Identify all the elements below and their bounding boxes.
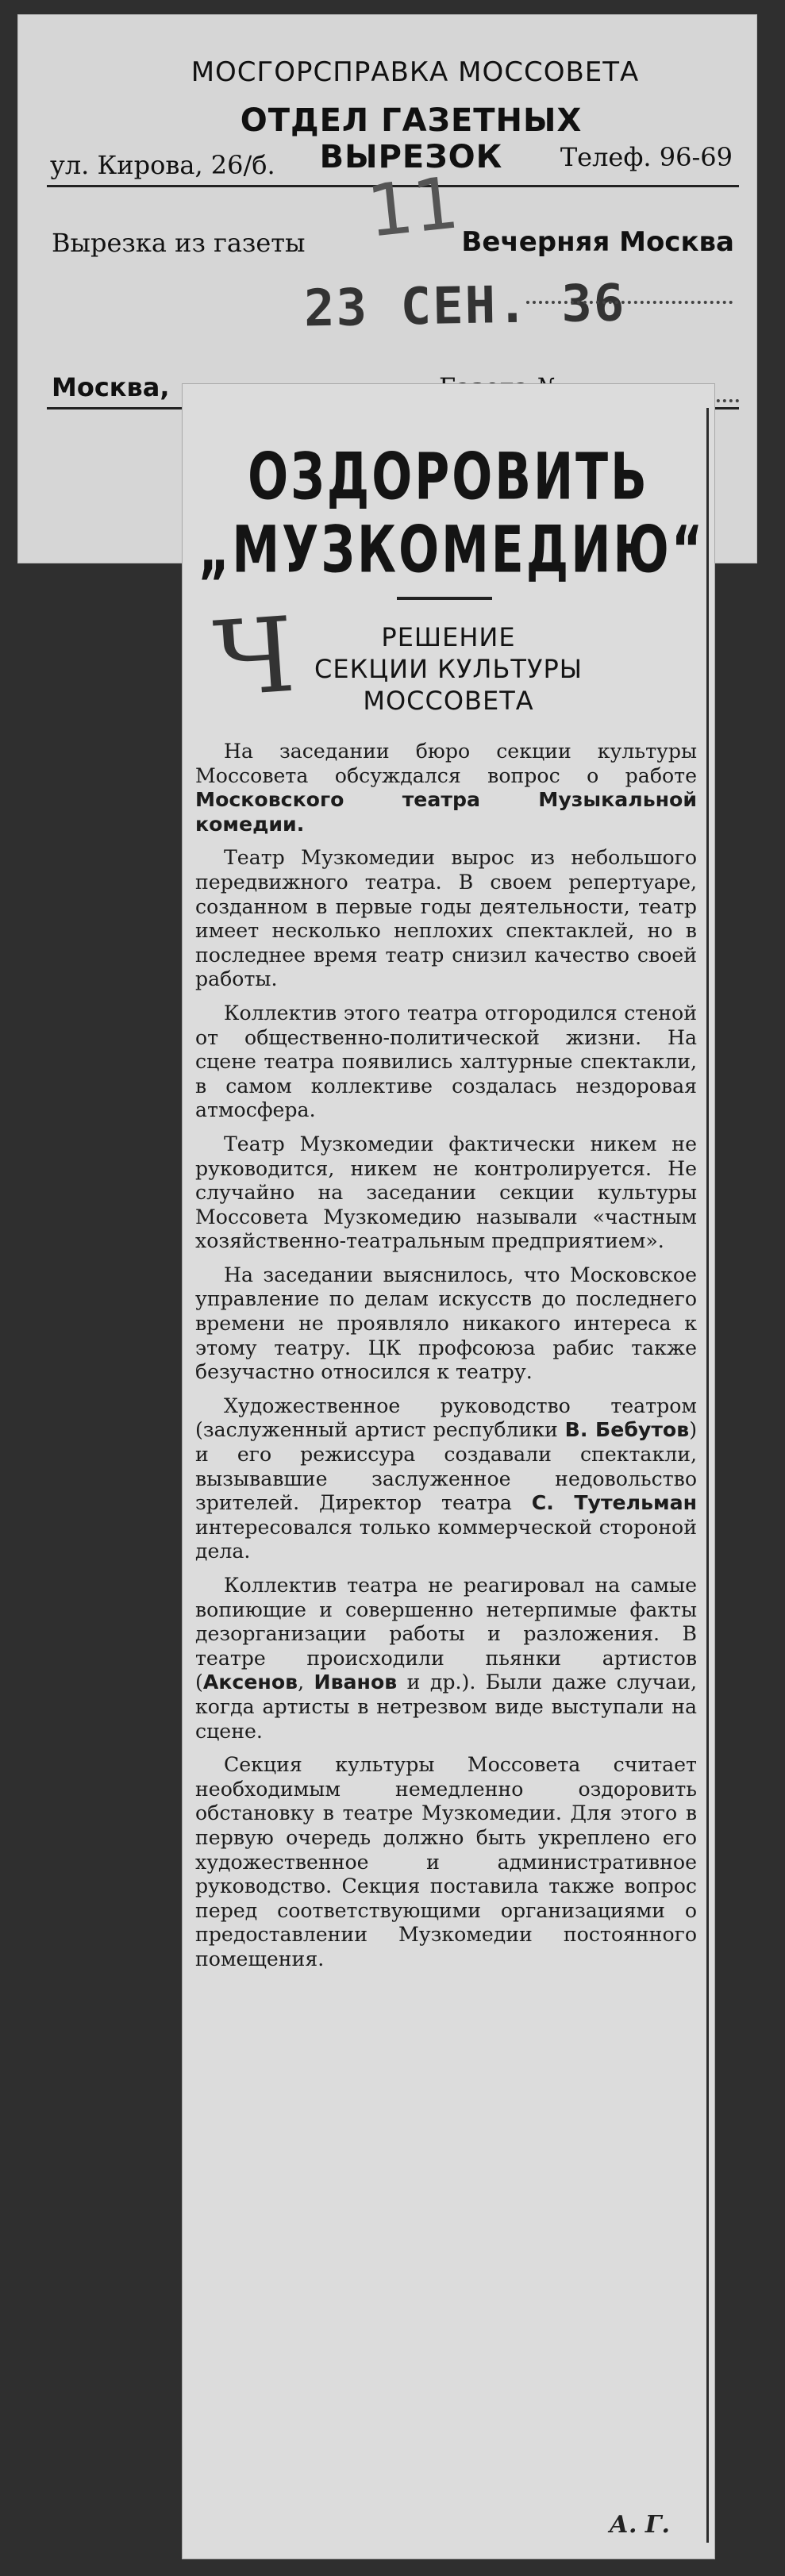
name-aksenov: Аксенов <box>202 1671 298 1694</box>
paragraph-2: Театр Музкомедии вырос из небольшого передвижного театра. В своем репертуаре, созданном в первые годы деятельности, театр имеет несколько неплохих спектаклей, но в последнее время театр снизил качество своей работы. <box>195 846 697 991</box>
paragraph-6 <box>195 1394 697 1564</box>
theatre-name: Московского театра Музыкальной комедии. <box>195 788 697 836</box>
author-signature: А. Г. <box>609 2511 670 2539</box>
newspaper-name: Вечерняя Москва <box>461 226 734 258</box>
department-name: ОТДЕЛ ГАЗЕТНЫХ ВЫРЕЗОК <box>240 102 583 175</box>
title-divider <box>397 597 492 600</box>
name-tutelman: С. Тутельман <box>531 1491 697 1515</box>
article-title-line2: „МУЗКОМЕДИЮ“ <box>198 513 706 588</box>
agency-phone: Телеф. 96-69 <box>560 142 733 172</box>
subtitle-line1: РЕШЕНИЕ <box>381 622 516 652</box>
paragraph-7-text-e: и др.). Были даже случаи, когда артисты в нетрезвом виде выступали на сцене. <box>195 1671 697 1743</box>
paragraph-4: Театр Музкомедии фактически никем не руководится, никем не контролируется. Не случайно на заседании секции культуры Моссовета Музкомедию называли «частным хозяйственно-театральным предприятием». <box>195 1132 697 1253</box>
pencil-mark: Ч <box>210 594 298 721</box>
newspaper-clipping <box>183 384 714 2559</box>
city-label: Москва, <box>52 372 170 402</box>
name-bebutov: В. Бебутов <box>564 1418 690 1442</box>
paragraph-7-text-a: Коллектив театра не реагировал на самые вопиющие и совершенно нетерпимые факты дезорганизации работы и разложения. В театре происходили пьянки артистов ( <box>195 1574 697 1694</box>
subtitle-line2: СЕКЦИИ КУЛЬТУРЫ <box>314 654 583 684</box>
paragraph-1 <box>195 740 697 836</box>
paragraph-6-text-e: интересовался только коммерческой стороной дела. <box>195 1515 697 1563</box>
paragraph-7 <box>195 1574 697 1744</box>
article-title-line1: ОЗДОРОВИТЬ <box>248 440 649 515</box>
name-ivanov: Иванов <box>314 1671 398 1694</box>
paragraph-6-text-a: Художественное руководство театром (заслуженный артист республики <box>195 1394 697 1442</box>
date-stamp: 23 СЕН. 36 <box>303 274 626 339</box>
paragraph-8: Секция культуры Моссовета считает необходимым немедленно оздоровить обстановку в театре Музкомедии. Для этого в первую очередь должно быть укреплено его художественное и административное руководство. Секция поставила также вопрос перед соответствующими организациями о предоставлении Музкомедии постоянного помещения. <box>195 1753 697 1970</box>
cut-from-label: Вырезка из газеты <box>52 228 306 258</box>
column-rule <box>706 408 709 2543</box>
handwritten-mark: 11 <box>363 161 463 254</box>
paragraph-6-text-c: ) и его режиссура создавали спектакли, вызывавшие заслуженное недовольство зрителей. Директор театра <box>195 1418 698 1515</box>
agency-name: МОСГОРСПРАВКА МОССОВЕТА <box>190 56 640 88</box>
paragraph-7-text-c: , <box>298 1671 314 1694</box>
paragraph-3: Коллектив этого театра отгородился стеной от общественно-политической жизни. На сцене театра появились халтурные спектакли, в самом коллективе создалась нездоровая атмосфера. <box>195 1001 697 1122</box>
paragraph-1-text: На заседании бюро секции культуры Моссовета обсуждался вопрос о работе <box>195 740 697 787</box>
date-dotted-line <box>526 301 733 304</box>
article-body <box>195 740 697 1982</box>
subtitle-line3: МОССОВЕТА <box>363 686 534 716</box>
agency-address: ул. Кирова, 26/б. <box>50 150 275 180</box>
paragraph-5: На заседании выяснилось, что Московское управление по делам искусств до последнего времени не проявляло никакого интереса к этому театру. ЦК профсоюза рабис также безучастно относился к театру. <box>195 1263 697 1384</box>
